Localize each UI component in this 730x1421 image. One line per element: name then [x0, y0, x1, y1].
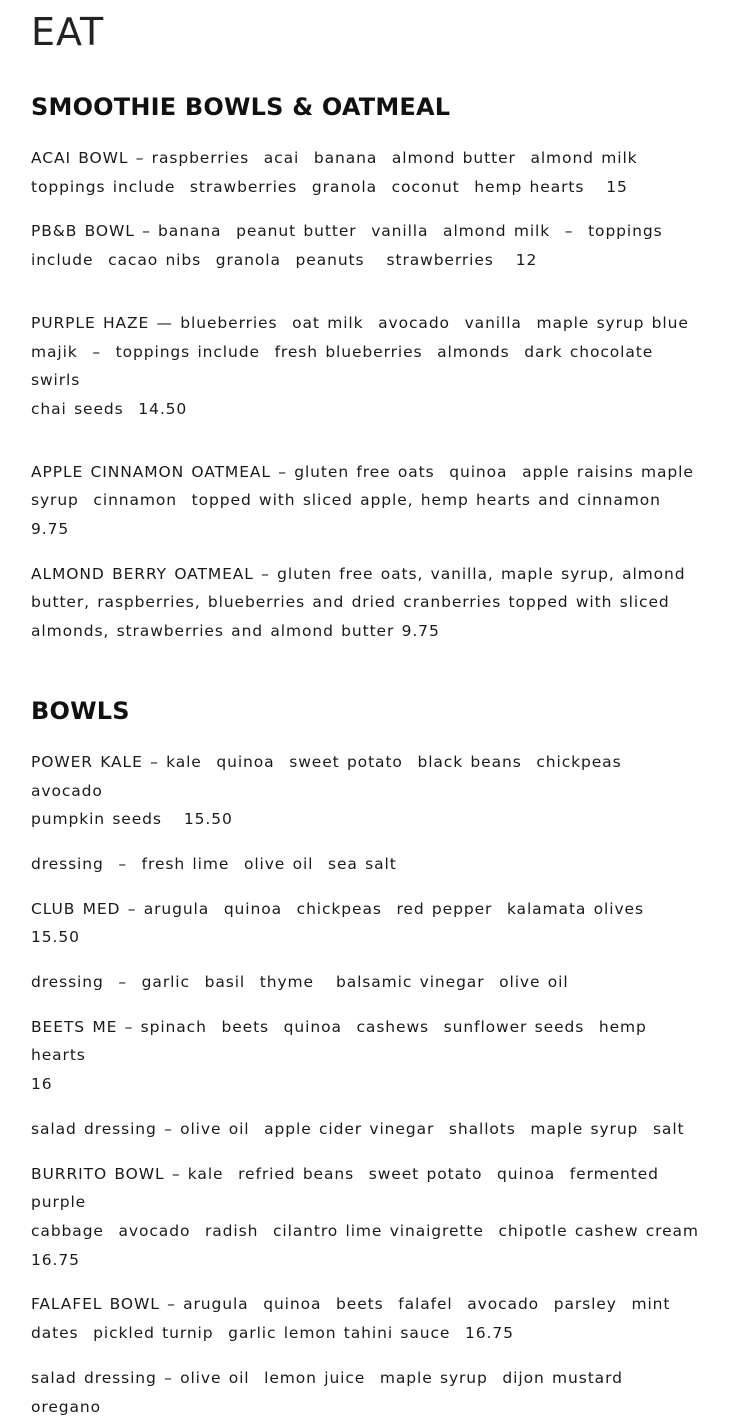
menu-item-burrito-bowl: BURRITO BOWL – kale refried beans sweet potato quinoa fermented purple cabbage avocado radish cilantro lime vinaigrette chipotle cashew cream 16.75 [31, 1164, 699, 1269]
menu-item-purple-haze: PURPLE HAZE — blueberries oat milk avocado vanilla maple syrup blue majik – toppings include fresh blueberries almonds dark chocolate swirls chai seeds 14.50 [31, 313, 689, 418]
menu-item-apple-cinnamon-oatmeal: APPLE CINNAMON OATMEAL – gluten free oats quinoa apple raisins maple syrup cinnamon topped with sliced apple, hemp hearts and cinnamon 9.75 [31, 462, 694, 539]
menu-item-club-med: CLUB MED – arugula quinoa chickpeas red pepper kalamata olives 15.50 [31, 899, 666, 947]
menu-item-beets-me: BEETS ME – spinach beets quinoa cashews sunflower seeds hemp hearts 16 [31, 1017, 647, 1094]
menu-item-falafel-bowl: FALAFEL BOWL – arugula quinoa beets falafel avocado parsley mint dates pickled turnip garlic lemon tahini sauce 16.75 [31, 1295, 671, 1343]
dressing-power-kale: dressing – fresh lime olive oil sea salt [31, 854, 397, 873]
section-title-bowls: BOWLS [31, 696, 130, 725]
menu-item-power-kale: POWER KALE – kale quinoa sweet potato black beans chickpeas avocado pumpkin seeds 15.50 [31, 752, 622, 829]
dressing-club-med: dressing – garlic basil thyme balsamic vinegar olive oil [31, 973, 569, 992]
dressing-beets-me: salad dressing – olive oil apple cider vinegar shallots maple syrup salt [31, 1119, 685, 1138]
menu-item-almond-berry-oatmeal: ALMOND BERRY OATMEAL – gluten free oats, vanilla, maple syrup, almond butter, raspberries, blueberries and dried cranberries topped with sliced almonds, strawberries and almond butter 9.75 [31, 564, 686, 641]
menu-page [31, 0, 701, 1421]
section-title-smoothie-bowls: SMOOTHIE BOWLS & OATMEAL [31, 93, 451, 121]
dressing-falafel-bowl: salad dressing – olive oil lemon juice maple syrup dijon mustard oregano [31, 1368, 638, 1416]
page-title: EAT [31, 10, 105, 54]
menu-item-pbb-bowl: PB&B BOWL – banana peanut butter vanilla almond milk – toppings include cacao nibs granola peanuts strawberries 12 [31, 222, 663, 270]
menu-item-acai-bowl: ACAI BOWL – raspberries acai banana almond butter almond milk toppings include strawberries granola coconut hemp hearts 15 [31, 149, 638, 196]
